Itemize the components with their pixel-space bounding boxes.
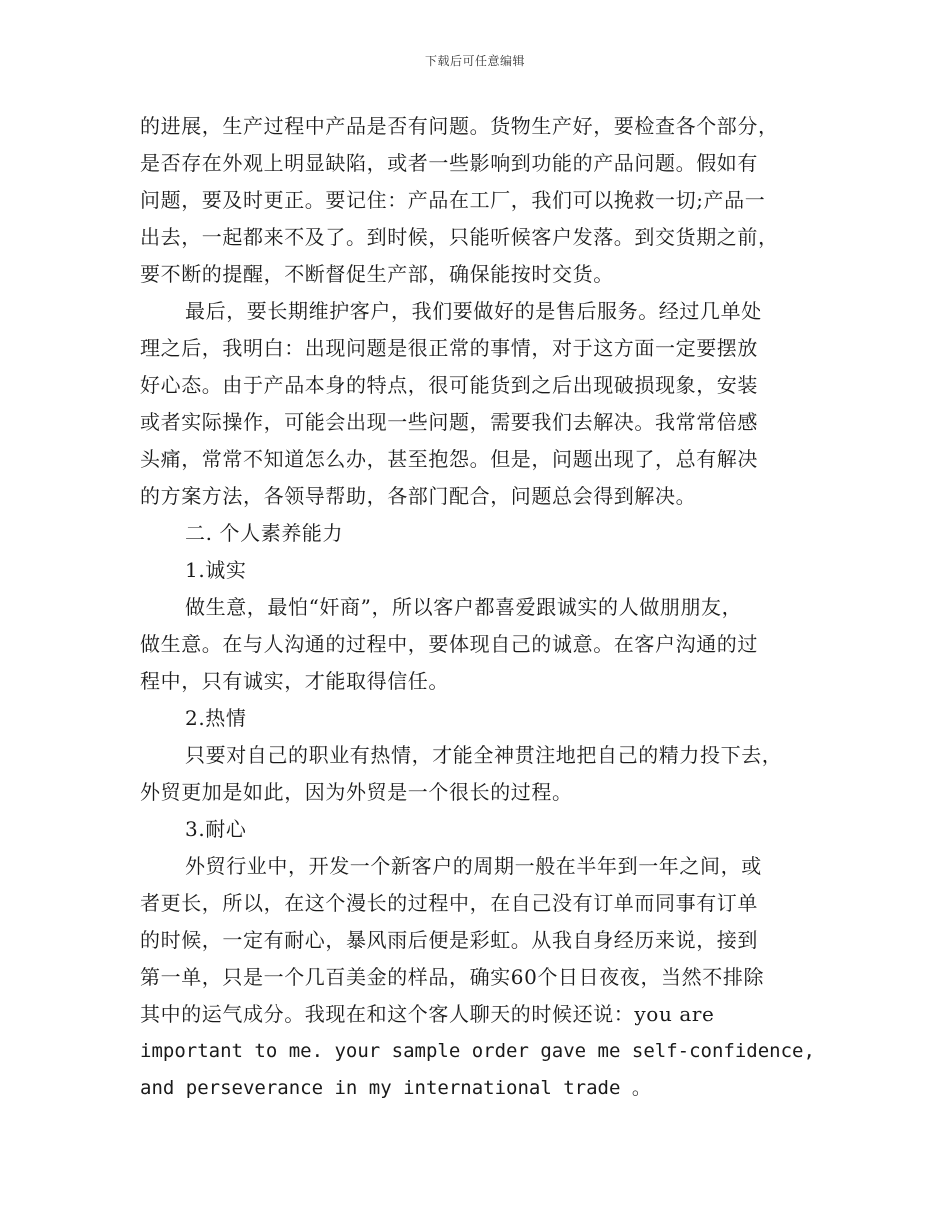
- text-line: 的进展，生产过程中产品是否有问题。货物生产好，要检查各个部分，: [140, 114, 779, 138]
- text-line: 或者实际操作，可能会出现一些问题，需要我们去解决。我常常倍感: [140, 410, 758, 434]
- text-line: and perseverance in my international trade 。: [140, 1077, 651, 1099]
- page-header: 下载后可任意编辑: [424, 54, 525, 68]
- text-line: 者更长，所以，在这个漫长的过程中，在自己没有订单而同事有订单: [140, 891, 758, 915]
- text-line: 最后，要长期维护客户，我们要做好的是售后服务。经过几单处: [185, 299, 762, 323]
- text-line: 外贸更加是如此，因为外贸是一个很长的过程。: [140, 780, 573, 804]
- text-line: 二. 个人素养能力: [185, 521, 344, 545]
- text-line: 程中，只有诚实，才能取得信任。: [140, 669, 449, 693]
- text-line: 3.耐心: [185, 817, 247, 841]
- text-line: 第一单，只是一个几百美金的样品，确实60个日日夜夜，当然不排除: [140, 965, 765, 989]
- text-line: 1.诚实: [185, 558, 247, 582]
- text-line: 问题，要及时更正。要记住：产品在工厂，我们可以挽救一切;产品一: [140, 188, 766, 212]
- text-line: 做生意。在与人沟通的过程中，要体现自己的诚意。在客户沟通的过: [140, 632, 758, 656]
- text-line: 理之后，我明白：出现问题是很正常的事情，对于这方面一定要摆放: [140, 336, 758, 360]
- text-line: 的时候，一定有耐心，暴风雨后便是彩虹。从我自身经历来说，接到: [140, 928, 758, 952]
- text-line: 头痛，常常不知道怎么办，甚至抱怨。但是，问题出现了，总有解决: [140, 447, 758, 471]
- text-line: 只要对自己的职业有热情，才能全神贯注地把自己的精力投下去，: [185, 743, 783, 767]
- text-line: 是否存在外观上明显缺陷，或者一些影响到功能的产品问题。假如有: [140, 151, 758, 175]
- text-line: 好心态。由于产品本身的特点，很可能货到之后出现破损现象，安装: [140, 373, 758, 397]
- document-body: [140, 108, 815, 1107]
- text-line: 出去，一起都来不及了。到时候，只能听候客户发落。到交货期之前，: [140, 225, 779, 249]
- text-line: 做生意，最怕“奸商”，所以客户都喜爱跟诚实的人做朋朋友，: [185, 595, 743, 619]
- text-line: 外贸行业中，开发一个新客户的周期一般在半年到一年之间，或: [185, 854, 762, 878]
- text-line: important to me. your sample order gave me self-confidence,: [140, 1040, 815, 1062]
- text-line: 要不断的提醒，不断督促生产部，确保能按时交货。: [140, 262, 614, 286]
- text-line: 其中的运气成分。我现在和这个客人聊天的时候还说：you are: [140, 1002, 715, 1026]
- text-line: 的方案方法，各领导帮助，各部门配合，问题总会得到解决。: [140, 484, 697, 508]
- text-line: 2.热情: [185, 706, 247, 730]
